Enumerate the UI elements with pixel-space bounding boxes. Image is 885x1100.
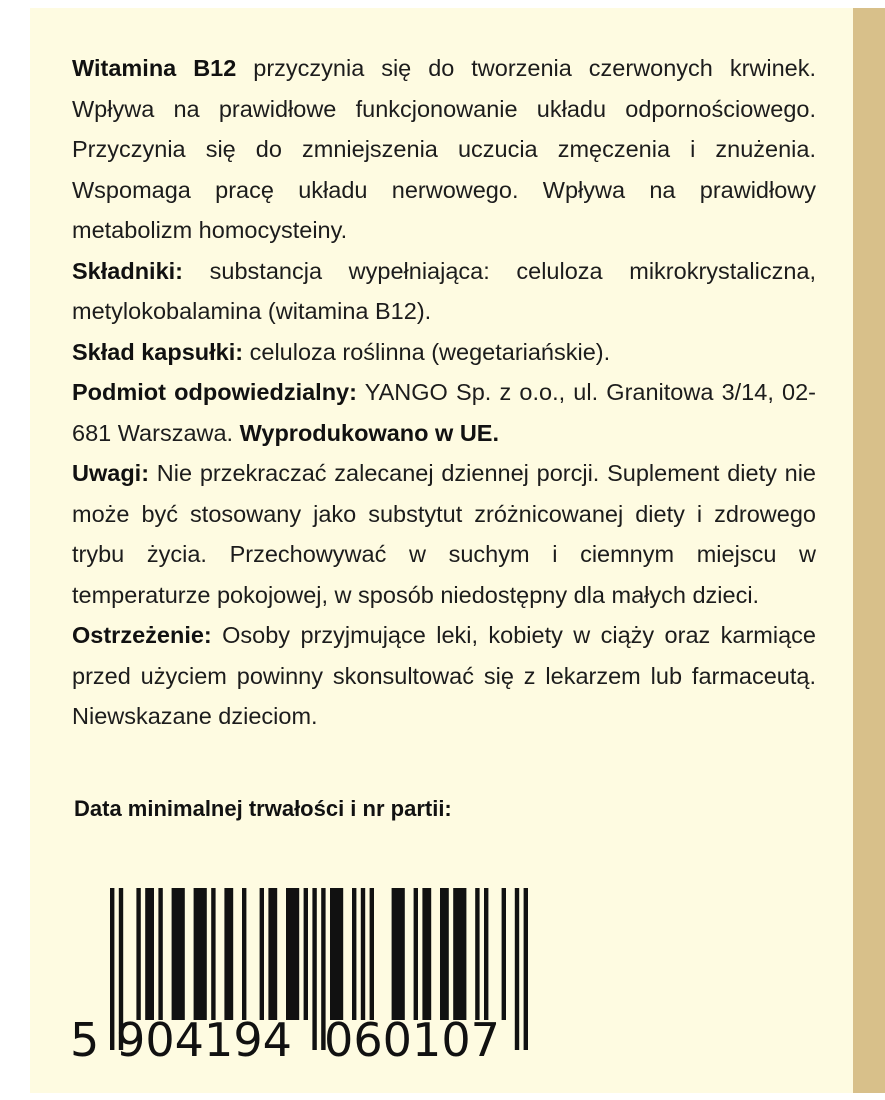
barcode-bar-22 <box>422 888 431 1020</box>
barcode-bar-5 <box>172 888 185 1020</box>
made-in-eu: Wyprodukowano w UE. <box>239 419 500 446</box>
heading-notes: Uwagi: <box>72 460 150 486</box>
label-text <box>72 48 816 737</box>
barcode-bar-24 <box>453 888 466 1020</box>
paragraph-notes <box>72 453 816 615</box>
barcode-bar-17 <box>352 888 356 1020</box>
barcode-bar-6 <box>194 888 207 1020</box>
barcode-bar-27 <box>502 888 506 1020</box>
gold-border-right <box>853 8 885 1093</box>
heading-ingredients: Składniki: <box>72 257 184 284</box>
barcode-bar-2 <box>136 888 140 1020</box>
heading-capsule: Skład kapsułki: <box>72 338 244 365</box>
barcode-bar-7 <box>211 888 215 1020</box>
barcode-bar-11 <box>268 888 277 1020</box>
barcode-bar-26 <box>484 888 488 1020</box>
frame-top <box>0 0 885 8</box>
barcode-bar-0 <box>110 888 114 1050</box>
barcode-digits <box>70 1013 500 1063</box>
barcode-bar-14 <box>312 888 316 1050</box>
paragraph-responsible-entity <box>72 372 816 453</box>
frame-left <box>0 8 30 1093</box>
heading-vitamin-b12: Witamina B12 <box>72 55 237 81</box>
text-vitamin-b12: przyczynia się do tworzenia czerwonych krwinek. Wpływa na prawidłowe funkcjonowanie układu odpornościowego. Przyczynia się do zmniejszenia uczucia zmęczenia i znużenia. Wspomaga pracę układu nerwowego. Wpływa na prawidłowy metabolizm homocysteiny. <box>72 55 816 243</box>
paragraph-warning <box>72 615 816 737</box>
barcode-bar-29 <box>524 888 528 1050</box>
barcode-bar-20 <box>392 888 405 1020</box>
heading-responsible-entity: Podmiot odpowiedzialny: <box>72 379 357 405</box>
frame-bottom <box>0 1093 885 1100</box>
text-responsible-entity: YANGO Sp. z o.o., ul. Granitowa 3/14, 02-681 Warszawa. <box>72 379 816 446</box>
barcode-bar-8 <box>224 888 233 1020</box>
barcode-left-group: 904194 <box>116 1013 292 1063</box>
barcode-bar-10 <box>260 888 264 1020</box>
barcode-bar-4 <box>158 888 162 1020</box>
barcode-bar-25 <box>475 888 479 1020</box>
text-warning: Osoby przyjmujące leki, kobiety w ciąży oraz karmiące przed użyciem powinny skonsultować się z lekarzem lub farmaceutą. Niewskazane dzieciom. <box>72 622 816 729</box>
label-panel <box>30 8 853 1093</box>
barcode-right-group: 060107 <box>324 1013 500 1063</box>
expiry-batch-label: Data minimalnej trwałości i nr partii: <box>74 796 452 821</box>
paragraph-ingredients <box>72 251 816 332</box>
text-notes: Nie przekraczać zalecanej dziennej porcji. Suplement diety nie może być stosowany jako substytut zróżnicowanej diety i zdrowego trybu życia. Przechowywać w suchym i ciemnym miejscu w temperaturze pokojowej, w sposób niedostępny dla małych dzieci. <box>72 460 816 608</box>
barcode-bar-21 <box>414 888 418 1020</box>
paragraph-capsule <box>72 332 816 373</box>
barcode-bar-9 <box>242 888 246 1020</box>
barcode-bar-3 <box>145 888 154 1020</box>
ean13-barcode <box>68 888 568 1063</box>
barcode-first-digit: 5 <box>70 1013 100 1063</box>
barcode-bar-13 <box>304 888 308 1020</box>
paragraph-vitamin-b12 <box>72 48 816 251</box>
heading-warning: Ostrzeżenie: <box>72 622 212 648</box>
barcode-bar-16 <box>330 888 343 1020</box>
barcode-bar-23 <box>440 888 449 1020</box>
text-capsule: celuloza roślinna (wegetariańskie). <box>243 338 611 365</box>
barcode-bar-28 <box>515 888 519 1050</box>
barcode-bar-18 <box>361 888 365 1020</box>
text-ingredients: substancja wypełniająca: celuloza mikrokrystaliczna, metylokobalamina (witamina B12). <box>72 257 816 324</box>
barcode-bar-12 <box>286 888 299 1020</box>
barcode-bar-19 <box>370 888 374 1020</box>
